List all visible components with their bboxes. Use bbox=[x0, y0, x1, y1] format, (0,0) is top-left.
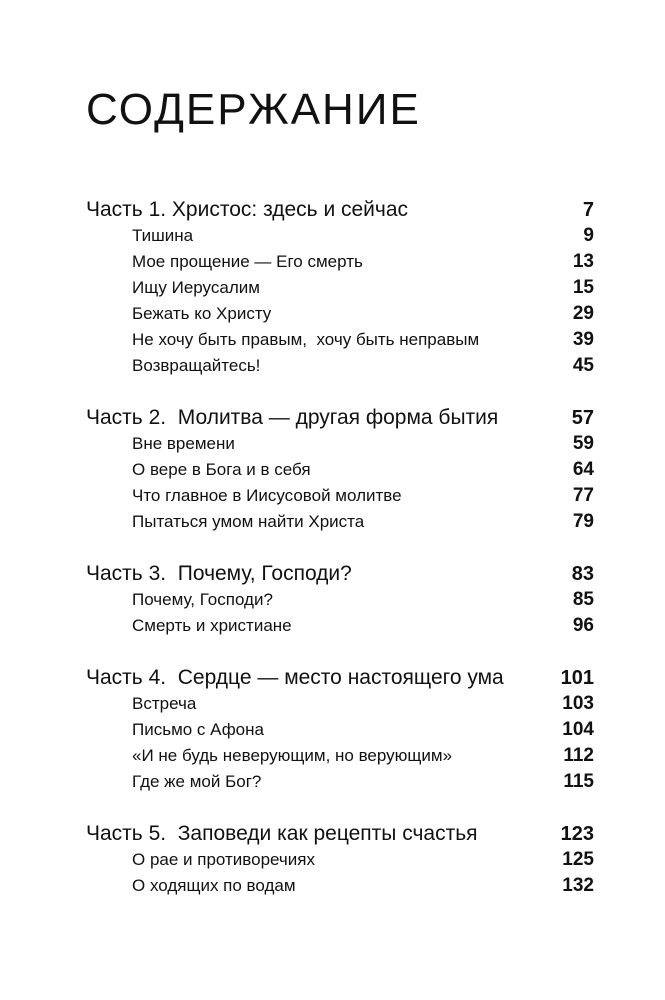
chapter-page-number: 132 bbox=[562, 875, 594, 896]
chapter-row[interactable] bbox=[86, 431, 594, 457]
part-page-number: 83 bbox=[571, 563, 594, 585]
toc-part-5 bbox=[86, 820, 594, 899]
chapter-row[interactable] bbox=[86, 509, 594, 535]
chapter-title: «И не будь неверующим, но верующим» bbox=[132, 746, 453, 765]
chapter-title: Не хочу быть правым, хочу быть неправым bbox=[132, 330, 480, 349]
chapter-title: Бежать ко Христу bbox=[132, 304, 272, 323]
chapter-title: Почему, Господи? bbox=[132, 590, 273, 609]
part-title: Часть 3. Почему, Господи? bbox=[86, 562, 352, 585]
toc-part-1 bbox=[86, 196, 594, 379]
part-page-number: 123 bbox=[560, 823, 594, 845]
chapter-page-number: 64 bbox=[572, 459, 594, 480]
chapter-title: Пытаться умом найти Христа bbox=[132, 512, 365, 531]
chapter-title: Возвращайтесь! bbox=[132, 356, 261, 375]
part-heading-row[interactable] bbox=[86, 664, 594, 691]
part-title: Часть 1. Христос: здесь и сейчас bbox=[86, 198, 409, 221]
chapter-title: Письмо с Афона bbox=[132, 720, 264, 739]
chapter-page-number: 96 bbox=[572, 615, 594, 636]
chapter-page-number: 125 bbox=[562, 849, 594, 870]
chapter-title: О вере в Бога и в себя bbox=[132, 460, 311, 479]
page-title: СОДЕРЖАНИЕ bbox=[86, 85, 421, 134]
part-heading-row[interactable] bbox=[86, 560, 594, 587]
chapter-title: О ходящих по водам bbox=[132, 876, 296, 895]
part-heading-row[interactable] bbox=[86, 820, 594, 847]
chapter-page-number: 15 bbox=[572, 277, 594, 298]
chapter-title: Ищу Иерусалим bbox=[132, 278, 260, 297]
chapter-title: Что главное в Иисусовой молитве bbox=[132, 486, 402, 505]
chapter-title: Мое прощение — Его смерть bbox=[132, 252, 363, 271]
chapter-page-number: 112 bbox=[563, 745, 594, 766]
chapter-row[interactable] bbox=[86, 769, 594, 795]
chapter-title: Вне времени bbox=[132, 434, 235, 453]
toc-part-2 bbox=[86, 404, 594, 535]
chapter-page-number: 115 bbox=[563, 771, 594, 792]
part-page-number: 7 bbox=[582, 199, 594, 221]
part-page-number: 57 bbox=[571, 407, 594, 429]
part-title: Часть 4. Сердце — место настоящего ума bbox=[86, 666, 504, 689]
part-heading-row[interactable] bbox=[86, 196, 594, 223]
chapter-row[interactable] bbox=[86, 743, 594, 769]
chapter-title: Смерть и христиане bbox=[132, 616, 292, 635]
chapter-row[interactable] bbox=[86, 691, 594, 717]
chapter-page-number: 45 bbox=[572, 355, 594, 376]
chapter-page-number: 39 bbox=[572, 329, 594, 350]
chapter-row[interactable] bbox=[86, 613, 594, 639]
chapter-row[interactable] bbox=[86, 483, 594, 509]
chapter-row[interactable] bbox=[86, 873, 594, 899]
toc-part-3 bbox=[86, 560, 594, 639]
chapter-page-number: 103 bbox=[562, 693, 594, 714]
part-heading-row[interactable] bbox=[86, 404, 594, 431]
chapter-page-number: 9 bbox=[583, 225, 594, 246]
toc-part-4 bbox=[86, 664, 594, 795]
chapter-row[interactable] bbox=[86, 587, 594, 613]
part-title: Часть 2. Молитва — другая форма бытия bbox=[86, 406, 499, 429]
chapter-row[interactable] bbox=[86, 717, 594, 743]
chapter-row[interactable] bbox=[86, 301, 594, 327]
chapter-page-number: 77 bbox=[572, 485, 594, 506]
table-of-contents bbox=[86, 196, 594, 924]
chapter-row[interactable] bbox=[86, 275, 594, 301]
chapter-page-number: 29 bbox=[572, 303, 594, 324]
chapter-row[interactable] bbox=[86, 249, 594, 275]
chapter-title: Где же мой Бог? bbox=[132, 772, 262, 791]
chapter-page-number: 13 bbox=[572, 251, 594, 272]
chapter-title: О рае и противоречиях bbox=[132, 850, 315, 869]
chapter-page-number: 59 bbox=[572, 433, 594, 454]
chapter-title: Тишина bbox=[132, 226, 194, 245]
chapter-row[interactable] bbox=[86, 223, 594, 249]
chapter-page-number: 104 bbox=[562, 719, 594, 740]
chapter-row[interactable] bbox=[86, 353, 594, 379]
part-page-number: 101 bbox=[560, 667, 594, 689]
chapter-title: Встреча bbox=[132, 694, 197, 713]
chapter-page-number: 79 bbox=[572, 511, 594, 532]
chapter-row[interactable] bbox=[86, 327, 594, 353]
part-title: Часть 5. Заповеди как рецепты счастья bbox=[86, 822, 478, 845]
chapter-row[interactable] bbox=[86, 847, 594, 873]
chapter-row[interactable] bbox=[86, 457, 594, 483]
chapter-page-number: 85 bbox=[572, 589, 594, 610]
